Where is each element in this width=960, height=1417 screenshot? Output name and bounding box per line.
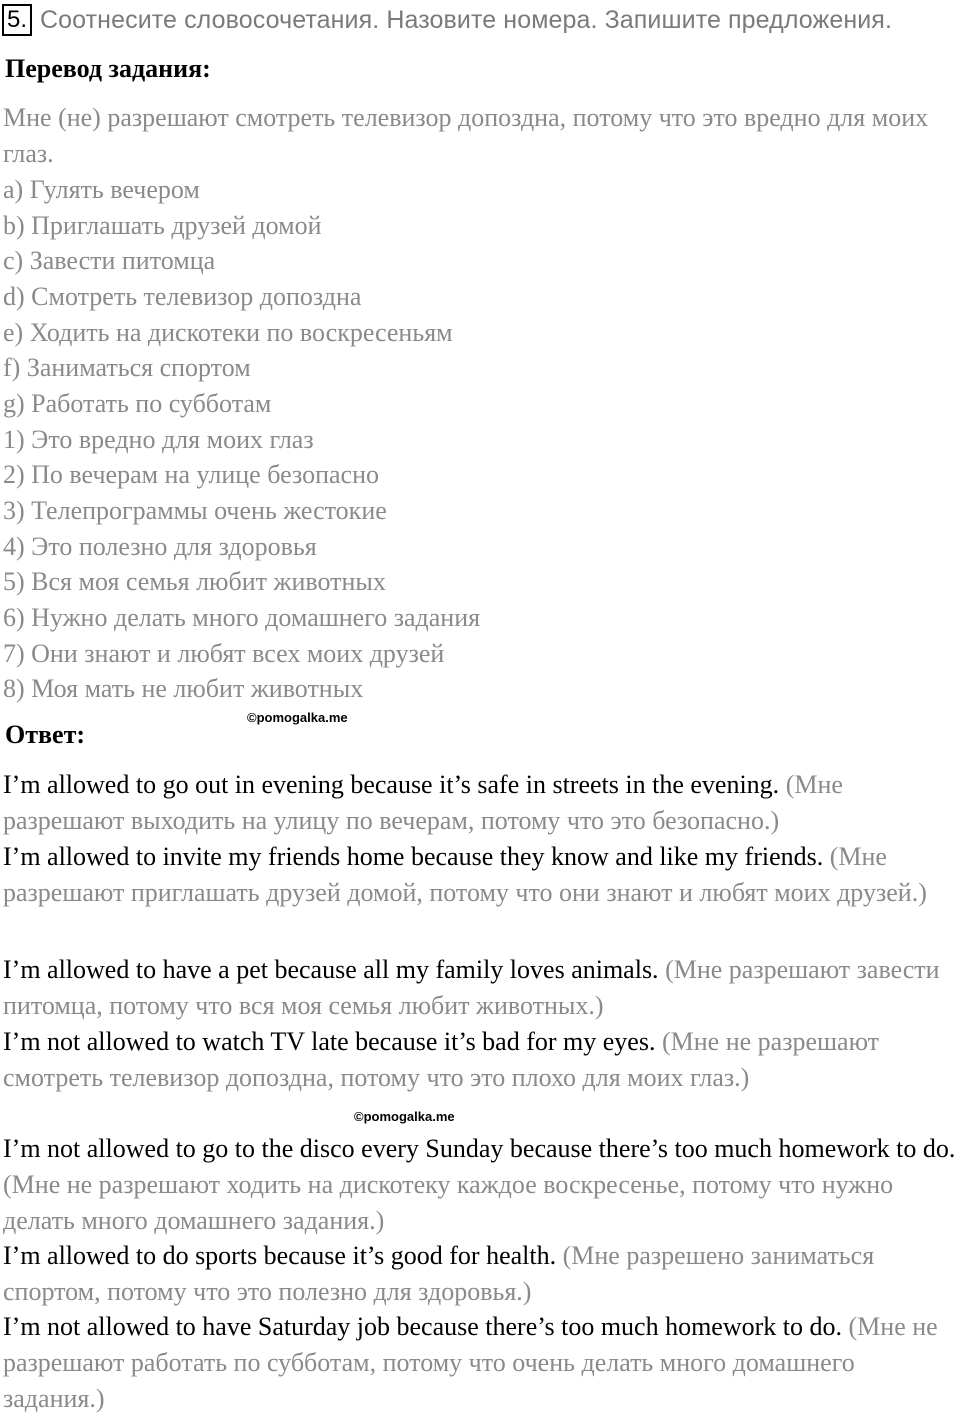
translation-intro: Мне (не) разрешают смотреть телевизор допоздна, потому что это вредно для моих глаз. bbox=[3, 103, 929, 168]
answer-english: I’m allowed to invite my friends home because they know and like my friends. bbox=[3, 842, 824, 871]
task-header bbox=[2, 2, 892, 38]
translation-item: 7) Они знают и любят всех моих друзей bbox=[3, 639, 445, 668]
answer-sentence bbox=[3, 839, 958, 911]
translation-heading: Перевод задания: bbox=[5, 54, 211, 83]
translation-item: 8) Моя мать не любит животных bbox=[3, 674, 364, 703]
translation-item: e) Ходить на дискотеки по воскресеньям bbox=[3, 318, 453, 347]
answer-sentence bbox=[3, 1238, 958, 1310]
translation-item: c) Завести питомца bbox=[3, 246, 216, 275]
watermark: ©pomogalka.me bbox=[247, 710, 348, 725]
answer-russian: (Мне разрешают завести питомца, потому что вся моя семья любит животных.) bbox=[3, 955, 940, 1020]
task-instruction: Соотнесите словосочетания. Назовите номера. Запишите предложения. bbox=[40, 5, 892, 34]
answer-russian: (Мне не разрешают работать по субботам, потому что очень делать много домашнего задания.) bbox=[3, 1312, 938, 1413]
translation-item: 3) Телепрограммы очень жестокие bbox=[3, 496, 387, 525]
watermark: ©pomogalka.me bbox=[354, 1109, 455, 1124]
translation-item: d) Смотреть телевизор допоздна bbox=[3, 282, 362, 311]
answer-russian: (Мне не разрешают ходить на дискотеку каждое воскресенье, потому что нужно делать много домашнего задания.) bbox=[3, 1170, 894, 1235]
translation-item: b) Приглашать друзей домой bbox=[3, 211, 322, 240]
translation-item: 1) Это вредно для моих глаз bbox=[3, 425, 314, 454]
answer-english: I’m not allowed to go to the disco every Sunday because there’s too much homework to do. bbox=[3, 1134, 956, 1163]
answer-russian: (Мне не разрешают смотреть телевизор допоздна, потому что это плохо для моих глаз.) bbox=[3, 1027, 880, 1092]
answer-sentence bbox=[3, 1131, 958, 1239]
answer-english: I’m allowed to do sports because it’s good for health. bbox=[3, 1241, 557, 1270]
answer-sentence bbox=[3, 767, 958, 839]
answer-sentence bbox=[3, 1309, 958, 1417]
answer-english: I’m not allowed to have Saturday job because there’s too much homework to do. bbox=[3, 1312, 843, 1341]
translation-item: a) Гулять вечером bbox=[3, 175, 200, 204]
translation-item: g) Работать по субботам bbox=[3, 389, 272, 418]
answer-english: I’m allowed to have a pet because all my family loves animals. bbox=[3, 955, 659, 984]
translation-item: 2) По вечерам на улице безопасно bbox=[3, 460, 379, 489]
answer-sentence bbox=[3, 1024, 958, 1096]
translation-item: f) Заниматься спортом bbox=[3, 353, 251, 382]
task-number: 5. bbox=[2, 4, 32, 36]
translation-item: 5) Вся моя семья любит животных bbox=[3, 567, 386, 596]
answer-russian: (Мне разрешено заниматься спортом, потому что это полезно для здоровья.) bbox=[3, 1241, 875, 1306]
answer-russian: (Мне разрешают приглашать друзей домой, потому что они знают и любят моих друзей.) bbox=[3, 842, 927, 907]
answer-sentence bbox=[3, 952, 958, 1024]
answer-russian: (Мне разрешают выходить на улицу по вечерам, потому что это безопасно.) bbox=[3, 770, 843, 835]
answer-heading: Ответ: bbox=[5, 720, 86, 749]
answer-english: I’m not allowed to watch TV late because it’s bad for my eyes. bbox=[3, 1027, 656, 1056]
translation-item: 6) Нужно делать много домашнего задания bbox=[3, 603, 481, 632]
answer-english: I’m allowed to go out in evening because it’s safe in streets in the evening. bbox=[3, 770, 780, 799]
translation-item: 4) Это полезно для здоровья bbox=[3, 532, 317, 561]
